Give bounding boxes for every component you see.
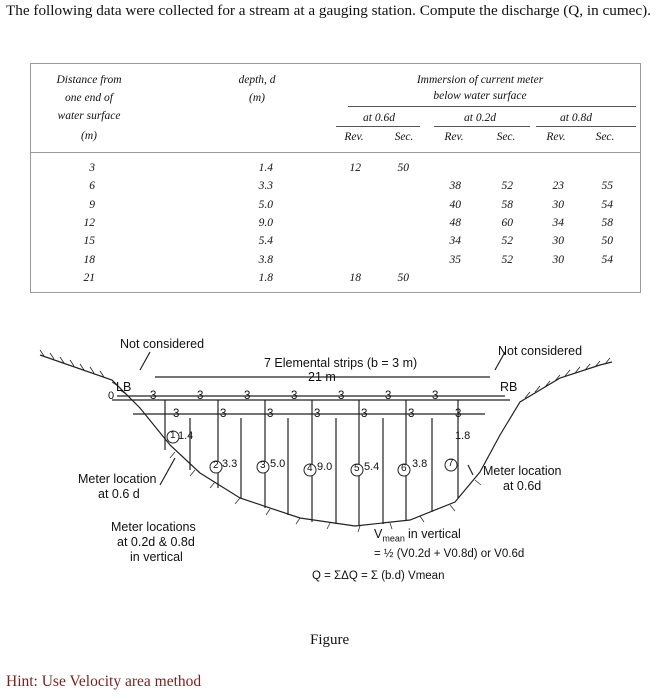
- cell-r08: 30: [552, 198, 564, 211]
- col-distance-line2: one end of: [65, 92, 113, 104]
- underline-02d: [434, 126, 530, 127]
- cell-s06: 50: [397, 271, 409, 284]
- strip-number-3: 3: [260, 460, 266, 471]
- cell-r06: 18: [349, 271, 361, 284]
- leader-right: [468, 465, 473, 475]
- strip-width-top-5: 3: [338, 390, 345, 402]
- meter-vertical-line3: in vertical: [130, 550, 183, 564]
- meter-vertical-line2: at 0.2d & 0.8d: [117, 535, 195, 549]
- immersion-underline: [348, 106, 636, 107]
- strip-number-1: 1: [170, 430, 176, 441]
- meter-left-line1: Meter location: [78, 472, 157, 486]
- cell-depth: 1.8: [258, 271, 273, 284]
- hint-text: Hint: Use Velocity area method: [6, 673, 202, 690]
- cell-s02: 58: [501, 198, 513, 211]
- rev-02d: Rev.: [444, 131, 464, 143]
- meter-left-line2: at 0.6 d: [98, 487, 140, 501]
- col-depth-unit: (m): [249, 92, 265, 104]
- bank-hatching-left: [40, 350, 126, 394]
- strip-depth-1: 1.4: [178, 430, 194, 442]
- question-text: The following data were collected for a stream at a gauging station. Compute the discharge (Q, in cumec).: [6, 2, 651, 19]
- leader-left: [160, 458, 175, 485]
- cell-r06: 12: [349, 162, 361, 174]
- cell-s08: 54: [601, 198, 613, 211]
- discharge-equation: Q = ΣΔQ = Σ (b.d) Vmean: [312, 570, 445, 582]
- strip-depth-6: 3.8: [412, 458, 428, 470]
- meter-vertical-line1: Meter locations: [111, 520, 196, 534]
- sec-08d: Sec.: [595, 131, 615, 143]
- cell-depth: 3.8: [258, 253, 273, 266]
- sub-02d: at 0.2d: [464, 112, 496, 124]
- channel-figure: [0, 330, 672, 650]
- cell-dist: 21: [83, 271, 95, 284]
- cell-dist: 15: [83, 235, 95, 248]
- cell-s02: 52: [501, 235, 513, 248]
- not-considered-left: Not considered: [120, 337, 205, 351]
- cell-r08: 30: [552, 253, 564, 266]
- strip-width-top-4: 3: [291, 390, 298, 402]
- strip-width-top-1: 3: [150, 390, 157, 402]
- cell-r08: 34: [552, 216, 564, 229]
- strip-depth-3: 5.0: [270, 458, 286, 470]
- channel-bed-right: [355, 362, 612, 526]
- cell-depth: 1.4: [258, 162, 273, 174]
- strip-width-bottom-6: 3: [408, 408, 415, 420]
- cell-s08: 55: [601, 180, 613, 193]
- sub-06d: at 0.6d: [363, 112, 395, 124]
- cell-depth: 5.4: [258, 235, 273, 248]
- strip-depth-4: 9.0: [317, 461, 333, 473]
- origin-label: 0: [108, 390, 115, 402]
- cell-s02: 60: [501, 216, 513, 229]
- meter-right-line2: at 0.6d: [503, 479, 542, 493]
- not-considered-right: Not considered: [498, 344, 583, 358]
- strip-number-5: 5: [354, 463, 360, 474]
- total-width-label: 21 m: [308, 370, 336, 384]
- strip-depth-2: 3.3: [222, 458, 238, 470]
- cell-depth: 3.3: [258, 180, 273, 193]
- figure-caption: Figure: [310, 632, 350, 648]
- strip-number-7: 7: [448, 458, 454, 469]
- strip-width-top-2: 3: [197, 390, 204, 402]
- strip-number-6: 6: [401, 463, 407, 474]
- elemental-strips-label: 7 Elemental strips (b = 3 m): [264, 356, 418, 370]
- cell-r02: 40: [449, 198, 461, 211]
- cell-r08: 23: [552, 180, 564, 193]
- strip-width-top-6: 3: [385, 390, 392, 402]
- strip-number-4: 4: [307, 463, 313, 474]
- cell-s08: 50: [601, 235, 613, 248]
- leader-nc-left: [140, 352, 150, 370]
- col-distance-line1: Distance from: [56, 74, 122, 86]
- strip-width-bottom-2: 3: [220, 408, 227, 420]
- strip-width-top-7: 3: [432, 390, 439, 402]
- vmean-label: $V_{mean}$: [374, 527, 405, 544]
- cell-r02: 48: [449, 216, 461, 229]
- strip-number-2: 2: [213, 460, 219, 471]
- cell-dist: 18: [83, 253, 95, 266]
- cell-s06: 50: [397, 162, 409, 174]
- col-immersion-line2: below water surface: [433, 90, 527, 102]
- table-header: [31, 64, 640, 153]
- col-distance-unit: (m): [81, 130, 97, 142]
- cell-r02: 35: [449, 253, 461, 266]
- sec-02d: Sec.: [496, 131, 516, 143]
- cell-r08: 30: [552, 235, 564, 248]
- cell-r02: 34: [449, 235, 461, 248]
- strip-depth-7: 1.8: [455, 430, 471, 442]
- cell-s02: 52: [501, 253, 513, 266]
- col-depth: depth, d: [238, 74, 276, 86]
- strip-width-bottom-7: 3: [455, 408, 462, 420]
- data-table: [30, 63, 641, 293]
- underline-06d: [336, 126, 420, 127]
- left-bank-label: LB: [116, 380, 132, 394]
- cell-dist: 12: [83, 216, 95, 229]
- cell-dist: 9: [89, 198, 95, 211]
- strip-width-bottom-1: 3: [173, 408, 180, 420]
- cell-depth: 9.0: [258, 216, 273, 229]
- rev-06d: Rev.: [344, 131, 364, 143]
- meter-right-line1: Meter location: [483, 464, 562, 478]
- strip-width-bottom-4: 3: [314, 408, 321, 420]
- cell-s08: 58: [601, 216, 613, 229]
- cell-dist: 3: [89, 162, 95, 174]
- sub-08d: at 0.8d: [560, 112, 592, 124]
- right-bank-label: RB: [500, 380, 518, 394]
- sec-06d: Sec.: [394, 131, 414, 143]
- strip-width-bottom-5: 3: [361, 408, 368, 420]
- vmean-equation: = ½ (V0.2d + V0.8d) or V0.6d: [374, 548, 525, 560]
- strip-width-top-3: 3: [244, 390, 251, 402]
- col-distance-line3: water surface: [57, 110, 121, 122]
- strip-depth-5: 5.4: [364, 461, 380, 473]
- strip-width-bottom-3: 3: [267, 408, 274, 420]
- cell-dist: 6: [89, 180, 95, 193]
- cell-depth: 5.0: [258, 198, 273, 211]
- cell-s02: 52: [501, 180, 513, 193]
- col-immersion-line1: Immersion of current meter: [416, 74, 544, 86]
- underline-08d: [536, 126, 636, 127]
- vmean-text: in vertical: [408, 527, 461, 541]
- rev-08d: Rev.: [546, 131, 566, 143]
- cell-s08: 54: [601, 253, 613, 266]
- cell-r02: 38: [449, 180, 461, 193]
